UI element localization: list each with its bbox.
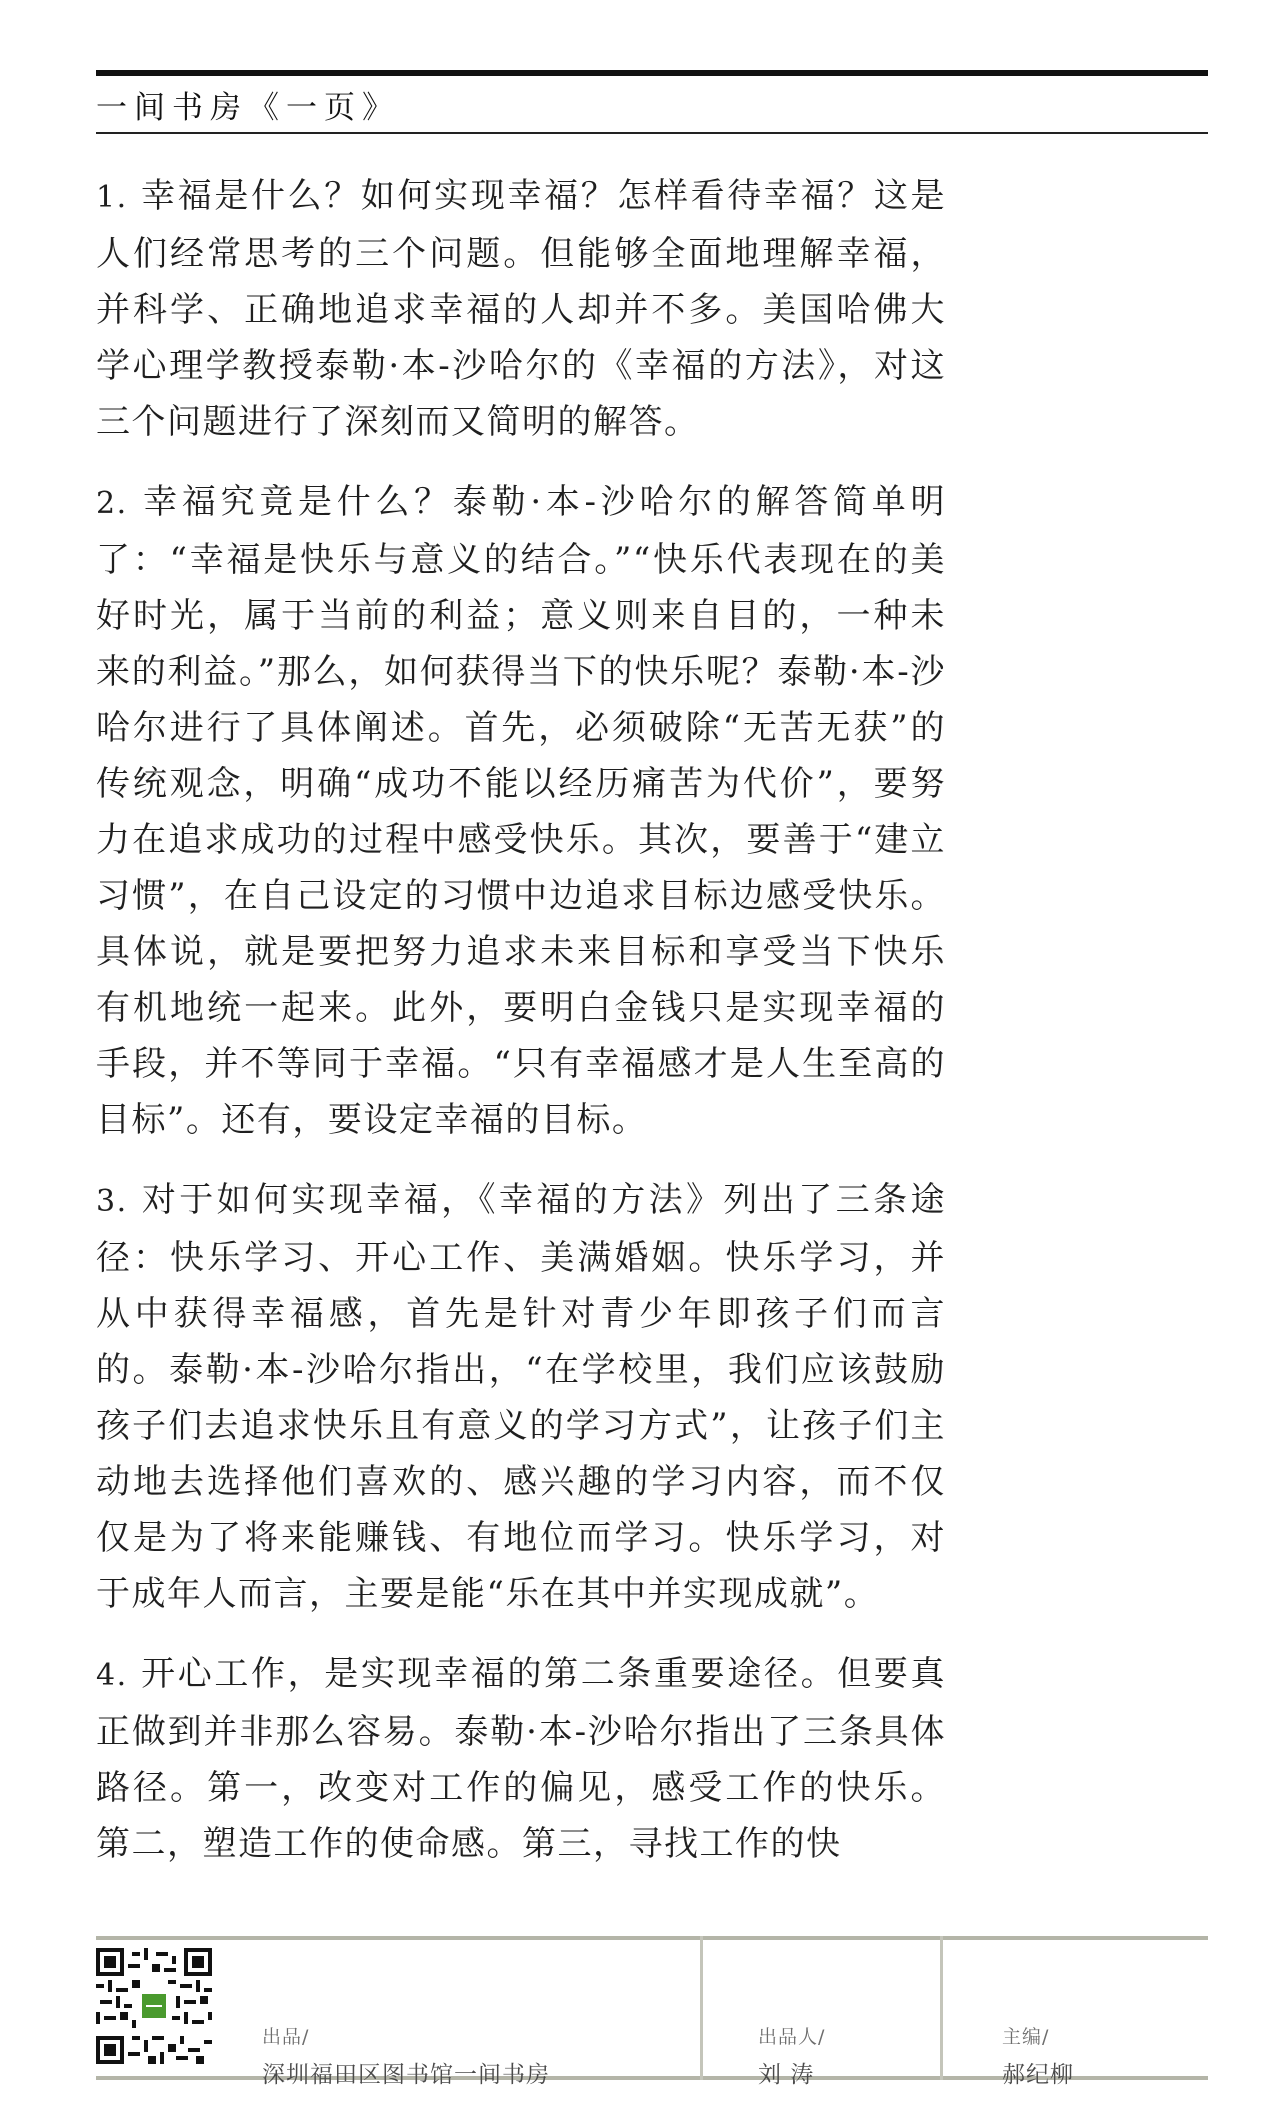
header-rule — [96, 132, 1208, 134]
producer-person-value: 刘 涛 — [758, 2062, 815, 2088]
page-header: 一间书房《一页》 — [96, 90, 400, 126]
qr-code-icon[interactable] — [96, 1948, 212, 2064]
paragraph-3 — [96, 1172, 946, 1622]
footer-divider — [700, 1936, 703, 2080]
paragraph-number: 1. — [96, 180, 128, 215]
paragraph-number: 4. — [96, 1658, 128, 1693]
editor-value: 郝纪柳 — [1002, 2062, 1074, 2088]
paragraph-2 — [96, 474, 946, 1148]
top-rule — [96, 70, 1208, 76]
producer-person-label: 出品人/ — [758, 2026, 826, 2048]
paragraph-text: 对于如何实现幸福，《幸福的方法》列出了三条途径：快乐学习、开心工作、美满婚姻。快乐学习，并从中获得幸福感，首先是针对青少年即孩子们而言的。泰勒·本-沙哈尔指出，“在学校里，我们应该鼓励孩子们去追求快乐且有意义的学习方式”，让孩子们主动地去选择他们喜欢的、感兴趣的学习内容，而不仅仅是为了将来能赚钱、有地位而学习。快乐学习，对于成年人而言，主要是能“乐在其中并实现成就”。 — [96, 1180, 946, 1614]
paragraph-number: 2. — [96, 486, 128, 521]
paragraph-text: 开心工作，是实现幸福的第二条重要途径。但要真正做到并非那么容易。泰勒·本-沙哈尔指出了三条具体路径。第一，改变对工作的偏见，感受工作的快乐。第二，塑造工作的使命感。第三，寻找工作的快 — [96, 1654, 946, 1864]
paragraph-4 — [96, 1646, 946, 1872]
footer-divider — [940, 1936, 943, 2080]
paragraph-1 — [96, 168, 946, 450]
paragraph-number: 3. — [96, 1184, 128, 1219]
article-body — [96, 168, 946, 1896]
producer-value: 深圳福田区图书馆一间书房 — [262, 2062, 550, 2088]
paragraph-text: 幸福是什么？如何实现幸福？怎样看待幸福？这是人们经常思考的三个问题。但能够全面地理解幸福，并科学、正确地追求幸福的人却并不多。美国哈佛大学心理学教授泰勒·本-沙哈尔的《幸福的方法》，对这三个问题进行了深刻而又简明的解答。 — [96, 176, 946, 442]
paragraph-text: 幸福究竟是什么？泰勒·本-沙哈尔的解答简单明了：“幸福是快乐与意义的结合。”“快乐代表现在的美好时光，属于当前的利益；意义则来自目的，一种未来的利益。”那么，如何获得当下的快乐呢？泰勒·本-沙哈尔进行了具体阐述。首先，必须破除“无苦无获”的传统观念，明确“成功不能以经历痛苦为代价”，要努力在追求成功的过程中感受快乐。其次，要善于“建立习惯”，在自己设定的习惯中边追求目标边感受快乐。具体说，就是要把努力追求未来目标和享受当下快乐有机地统一起来。此外，要明白金钱只是实现幸福的手段，并不等同于幸福。“只有幸福感才是人生至高的目标”。还有，要设定幸福的目标。 — [96, 482, 946, 1140]
producer-label: 出品/ — [262, 2026, 310, 2048]
editor-label: 主编/ — [1002, 2026, 1050, 2048]
footer-rule-top — [96, 1936, 1208, 1940]
